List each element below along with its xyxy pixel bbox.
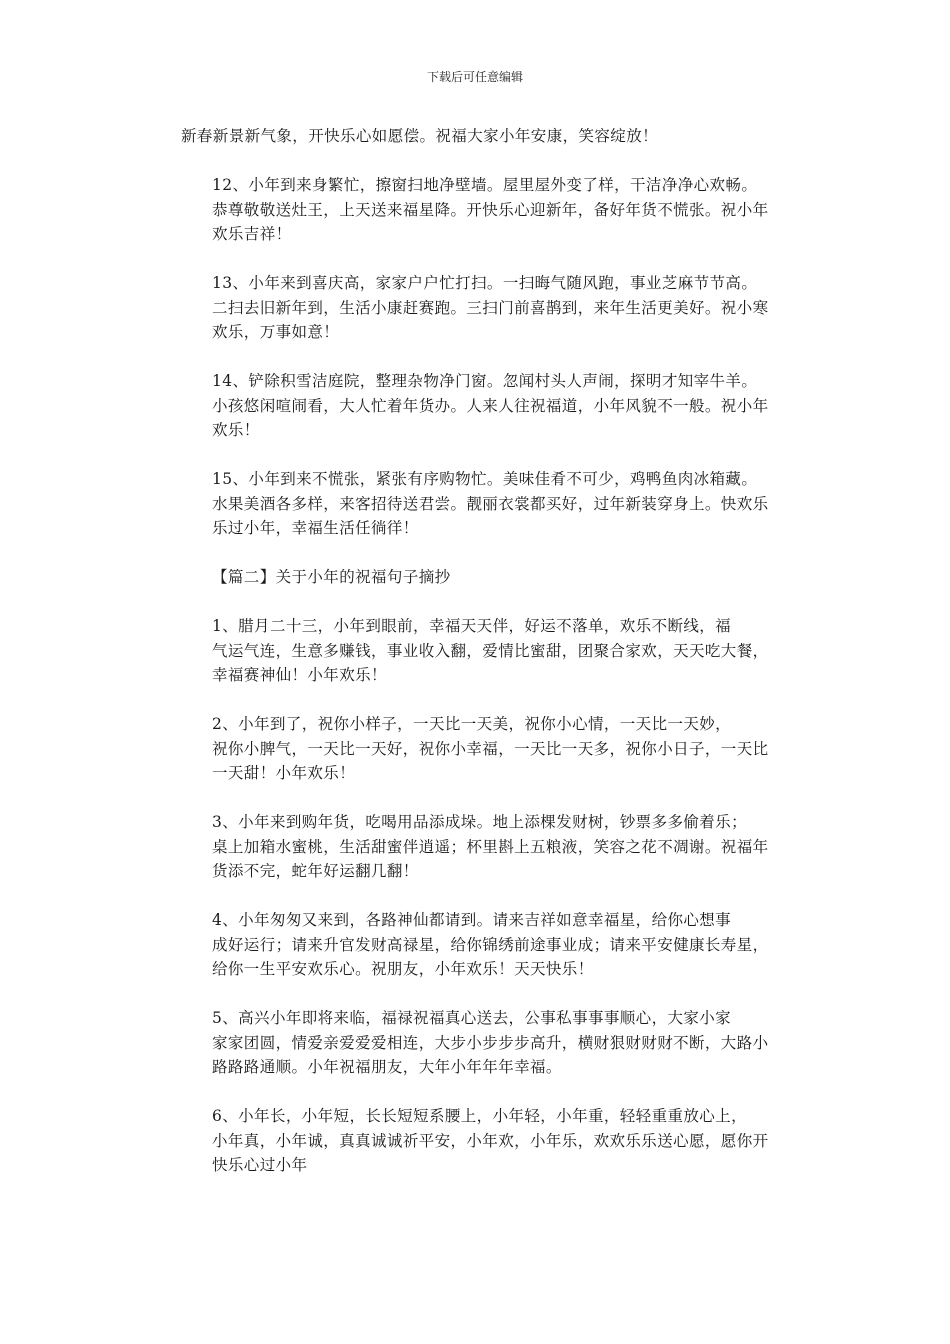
paragraph-line: 5、高兴小年即将来临，福禄祝福真心送去，公事私事事事顺心，大家小家 bbox=[212, 1009, 732, 1027]
paragraph-line: 一天甜！小年欢乐！ bbox=[212, 764, 356, 782]
paragraph bbox=[181, 614, 781, 688]
paragraph-line: 桌上加箱水蜜桃，生活甜蜜伴逍遥；杯里斟上五粮液，笑容之花不凋谢。祝福年 bbox=[212, 837, 769, 856]
paragraph bbox=[181, 712, 781, 786]
paragraph bbox=[181, 1104, 781, 1178]
paragraph-line: 1、腊月二十三，小年到眼前，幸福天天伴，好运不落单，欢乐不断线，福 bbox=[212, 617, 732, 635]
paragraph-line: 快乐心过小年 bbox=[212, 1156, 308, 1174]
paragraph-line: 新春新景新气象，开快乐心如愿偿。祝福大家小年安康，笑容绽放！ bbox=[181, 127, 659, 145]
paragraph-line: 13、小年来到喜庆高，家家户户忙打扫。一扫晦气随风跑，事业芝麻节节高。 bbox=[212, 274, 758, 292]
paragraph-line: 二扫去旧新年到，生活小康赶赛跑。三扫门前喜鹊到，来年生活更美好。祝小寒 bbox=[212, 298, 769, 317]
paragraph-line: 水果美酒各多样，来客招待送君尝。靓丽衣裳都买好，过年新装穿身上。快欢乐 bbox=[212, 494, 769, 513]
document-body bbox=[181, 124, 781, 1202]
paragraph-line: 祝你小脾气，一天比一天好，祝你小幸福，一天比一天多，祝你小日子，一天比 bbox=[212, 739, 769, 758]
paragraph-line: 给你一生平安欢乐心。祝朋友，小年欢乐！天天快乐！ bbox=[212, 960, 594, 978]
paragraph-line: 幸福赛神仙！小年欢乐！ bbox=[212, 666, 387, 684]
paragraph-line: 乐过小年，幸福生活任徜徉！ bbox=[212, 519, 419, 537]
paragraph-line: 小年真，小年诚，真真诚诚祈平安，小年欢，小年乐，欢欢乐乐送心愿，愿你开 bbox=[212, 1131, 769, 1150]
paragraph-line: 欢乐！ bbox=[212, 421, 260, 439]
paragraph bbox=[181, 369, 781, 443]
paragraph-line: 货添不完，蛇年好运翻几翻！ bbox=[212, 862, 419, 880]
paragraph-line: 14、铲除积雪洁庭院，整理杂物净门窗。忽闻村头人声闹，探明才知宰牛羊。 bbox=[212, 372, 758, 390]
paragraph-line: 路路路通顺。小年祝福朋友，大年小年年年幸福。 bbox=[212, 1058, 562, 1076]
paragraph bbox=[181, 908, 781, 982]
paragraph-line: 15、小年到来不慌张，紧张有序购物忙。美味佳肴不可少，鸡鸭鱼肉冰箱藏。 bbox=[212, 470, 758, 488]
paragraph-line: 【篇二】关于小年的祝福句子摘抄 bbox=[212, 568, 451, 586]
paragraph bbox=[181, 1006, 781, 1080]
paragraph-line: 4、小年匆匆又来到，各路神仙都请到。请来吉祥如意幸福星，给你心想事 bbox=[212, 911, 732, 929]
paragraph-line: 12、小年到来身繁忙，擦窗扫地净壁墙。屋里屋外变了样，干洁净净心欢畅。 bbox=[212, 176, 758, 194]
paragraph bbox=[181, 565, 781, 590]
paragraph bbox=[181, 271, 781, 345]
paragraph-line: 欢乐吉祥！ bbox=[212, 225, 292, 243]
paragraph-line: 3、小年来到购年货，吃喝用品添成垛。地上添棵发财树，钞票多多偷着乐； bbox=[212, 813, 747, 831]
page-header: 下载后可任意编辑 bbox=[426, 70, 523, 84]
paragraph-line: 小孩悠闲喧闹看，大人忙着年货办。人来人往祝福道，小年风貌不一般。祝小年 bbox=[212, 396, 769, 415]
paragraph-line: 气运气连，生意多赚钱，事业收入翻，爱情比蜜甜，团聚合家欢，天天吃大餐， bbox=[212, 641, 769, 660]
paragraph-line: 家家团圆，情爱亲爱爱爱相连，大步小步步步高升，横财狠财财财不断，大路小 bbox=[212, 1033, 769, 1052]
paragraph-line: 欢乐，万事如意！ bbox=[212, 323, 340, 341]
paragraph bbox=[181, 810, 781, 884]
paragraph bbox=[181, 124, 781, 149]
paragraph-line: 成好运行；请来升官发财高禄星，给你锦绣前途事业成；请来平安健康长寿星， bbox=[212, 935, 769, 954]
paragraph bbox=[181, 173, 781, 247]
paragraph-line: 2、小年到了，祝你小样子，一天比一天美，祝你小心情，一天比一天妙， bbox=[212, 715, 732, 733]
paragraph-line: 6、小年长，小年短，长长短短系腰上，小年轻，小年重，轻轻重重放心上， bbox=[212, 1107, 747, 1125]
paragraph-line: 恭尊敬敬送灶王，上天送来福星降。开快乐心迎新年，备好年货不慌张。祝小年 bbox=[212, 200, 769, 219]
paragraph bbox=[181, 467, 781, 541]
